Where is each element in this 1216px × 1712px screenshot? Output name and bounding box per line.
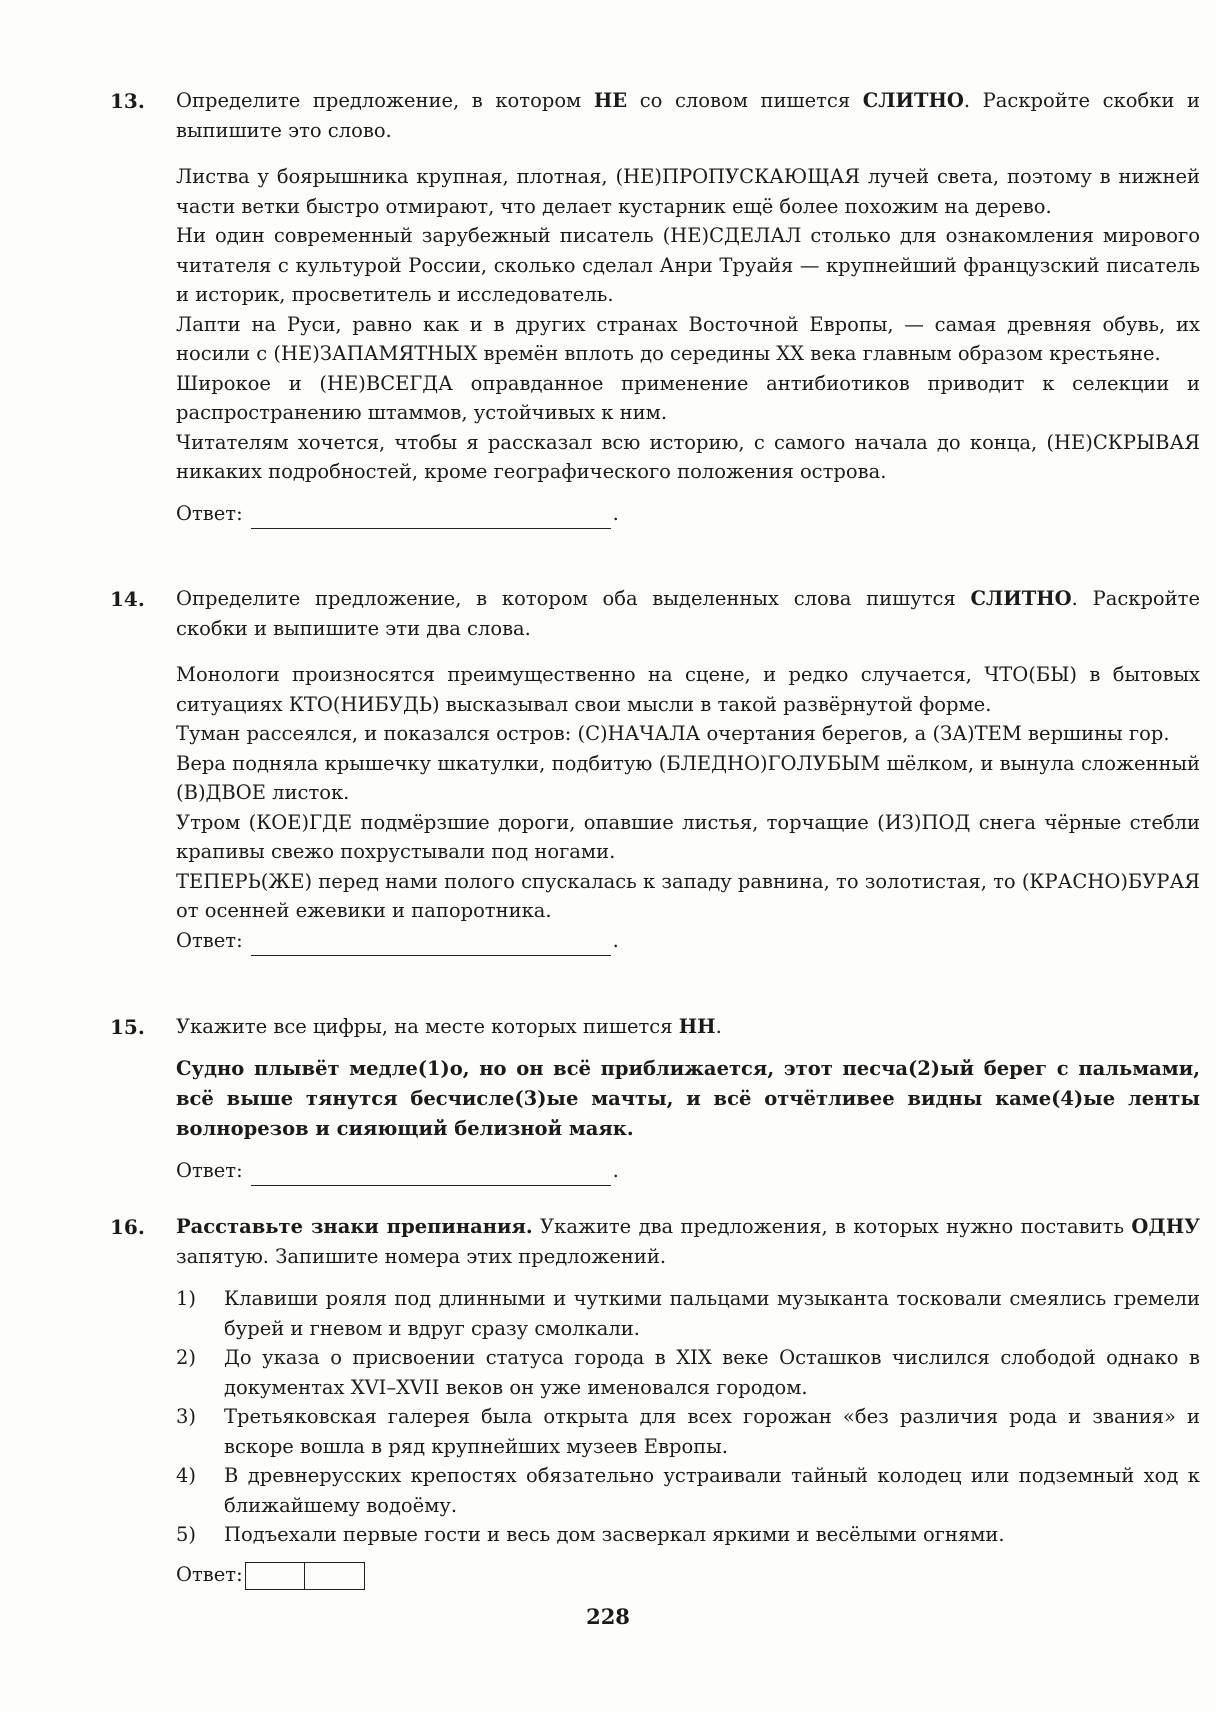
- answer-dot: .: [612, 928, 619, 952]
- list-item: [176, 1284, 1200, 1343]
- item-text: До указа о присвоении статуса города в XIX веке Осташков числился слободой однако в документах XVI–XVII веков он уже именовался городом.: [224, 1346, 1200, 1399]
- answer-row: [176, 1560, 1200, 1590]
- item-number: 1): [176, 1287, 197, 1310]
- answer-row: [176, 1156, 1200, 1186]
- task-body: [176, 86, 1200, 529]
- answer-label: Ответ:: [176, 1159, 243, 1182]
- list-item: [176, 1402, 1200, 1461]
- task-prompt: Укажите все цифры, на месте которых пишется НН.: [176, 1015, 722, 1038]
- answer-dot: .: [612, 501, 619, 525]
- item-number: 5): [176, 1523, 197, 1546]
- answer-box[interactable]: [245, 1562, 305, 1590]
- page-number: 228: [586, 1604, 630, 1629]
- sentence: Утром (КОЕ)ГДЕ подмёрзшие дороги, опавшие листья, торчащие (ИЗ)ПОД снега чёрные стебли крапивы свежо похрустывали под ногами.: [176, 810, 1200, 863]
- answer-label: Ответ:: [176, 928, 243, 952]
- sentence-list: [176, 660, 1200, 926]
- task-body: [176, 1012, 1200, 1186]
- task-body: [176, 1212, 1200, 1590]
- item-number: 2): [176, 1346, 197, 1369]
- answer-field[interactable]: [251, 1163, 611, 1186]
- answer-label: Ответ:: [176, 1562, 243, 1586]
- list-item: [176, 1343, 1200, 1402]
- task-body: [176, 584, 1200, 956]
- task-number: 14.: [110, 587, 145, 611]
- answer-row: [176, 499, 1200, 529]
- answer-row: [176, 926, 1200, 956]
- sentence: Монологи произносятся преимущественно на сцене, и редко случается, ЧТО(БЫ) в бытовых ситуациях КТО(НИБУДЬ) высказывал свои мысли в такой развёрнутой форме.: [176, 663, 1200, 716]
- sentence: Вера подняла крышечку шкатулки, подбитую (БЛЕДНО)ГОЛУБЫМ шёлком, и вынула сложенный (В)ДВОЕ листок.: [176, 751, 1200, 804]
- task-prompt: Определите предложение, в котором НЕ со словом пишется СЛИТНО. Раскройте скобки и выпишите это слово.: [176, 89, 1200, 142]
- sentence: Широкое и (НЕ)ВСЕГДА оправданное применение антибиотиков приводит к селекции и распространению штаммов, устойчивых к ним.: [176, 371, 1200, 424]
- item-number: 4): [176, 1464, 197, 1487]
- task-text: Судно плывёт медле(1)о, но он всё приближается, этот песча(2)ый берег с пальмами, всё выше тянутся бесчисле(3)ые мачты, и всё отчётливее видны каме(4)ые ленты волнорезов и сияющий белизной маяк.: [176, 1057, 1200, 1140]
- answer-label: Ответ:: [176, 501, 243, 525]
- sentence-list: [176, 162, 1200, 487]
- item-text: Третьяковская галерея была открыта для всех горожан «без различия рода и звания» и вскоре вошла в ряд крупнейших музеев Европы.: [224, 1405, 1200, 1458]
- list-item: [176, 1520, 1200, 1550]
- answer-box[interactable]: [305, 1562, 365, 1590]
- task-prompt: Расставьте знаки препинания. Укажите два предложения, в которых нужно поставить ОДНУ запятую. Запишите номера этих предложений.: [176, 1215, 1200, 1268]
- sentence: Листва у боярышника крупная, плотная, (НЕ)ПРОПУСКАЮЩАЯ лучей света, поэтому в нижней части ветки быстро отмирают, что делает кустарник ещё более похожим на дерево.: [176, 165, 1200, 218]
- numbered-list: [176, 1284, 1200, 1550]
- list-item: [176, 1461, 1200, 1520]
- answer-boxes: [245, 1562, 365, 1590]
- task-number: 13.: [110, 89, 145, 113]
- task-number: 15.: [110, 1015, 145, 1039]
- item-number: 3): [176, 1405, 197, 1428]
- item-text: Клавиши рояля под длинными и чуткими пальцами музыканта тосковали смеялись гремели бурей и гневом и вдруг сразу смолкали.: [224, 1287, 1200, 1340]
- item-text: Подъехали первые гости и весь дом засверкал яркими и весёлыми огнями.: [224, 1523, 1005, 1546]
- sentence: Читателям хочется, чтобы я рассказал всю историю, с самого начала до конца, (НЕ)СКРЫВАЯ никаких подробностей, кроме географического положения острова.: [176, 430, 1200, 483]
- sentence: Туман рассеялся, и показался остров: (С)НАЧАЛА очертания берегов, а (ЗА)ТЕМ вершины гор.: [176, 722, 1170, 745]
- answer-field[interactable]: [251, 933, 611, 956]
- task-number: 16.: [110, 1215, 145, 1239]
- sentence: Лапти на Руси, равно как и в других странах Восточной Европы, — самая древняя обувь, их носили с (НЕ)ЗАПАМЯТНЫХ времён вплоть до середины XX века главным образом крестьяне.: [176, 312, 1200, 365]
- answer-dot: .: [612, 1159, 619, 1182]
- item-text: В древнерусских крепостях обязательно устраивали тайный колодец или подземный ход к ближайшему водоёму.: [224, 1464, 1200, 1517]
- sentence: Ни один современный зарубежный писатель (НЕ)СДЕЛАЛ столько для ознакомления мирового читателя с культурой России, сколько сделал Анри Труайя — крупнейший французский писатель и историк, просветитель и исследователь.: [176, 224, 1200, 306]
- task-prompt: Определите предложение, в котором оба выделенных слова пишутся СЛИТНО. Раскройте скобки и выпишите эти два слова.: [176, 587, 1201, 640]
- sentence: ТЕПЕРЬ(ЖЕ) перед нами полого спускалась к западу равнина, то золотистая, то (КРАСНО)БУРАЯ от осенней ежевики и папоротника.: [176, 869, 1200, 922]
- answer-field[interactable]: [251, 506, 611, 529]
